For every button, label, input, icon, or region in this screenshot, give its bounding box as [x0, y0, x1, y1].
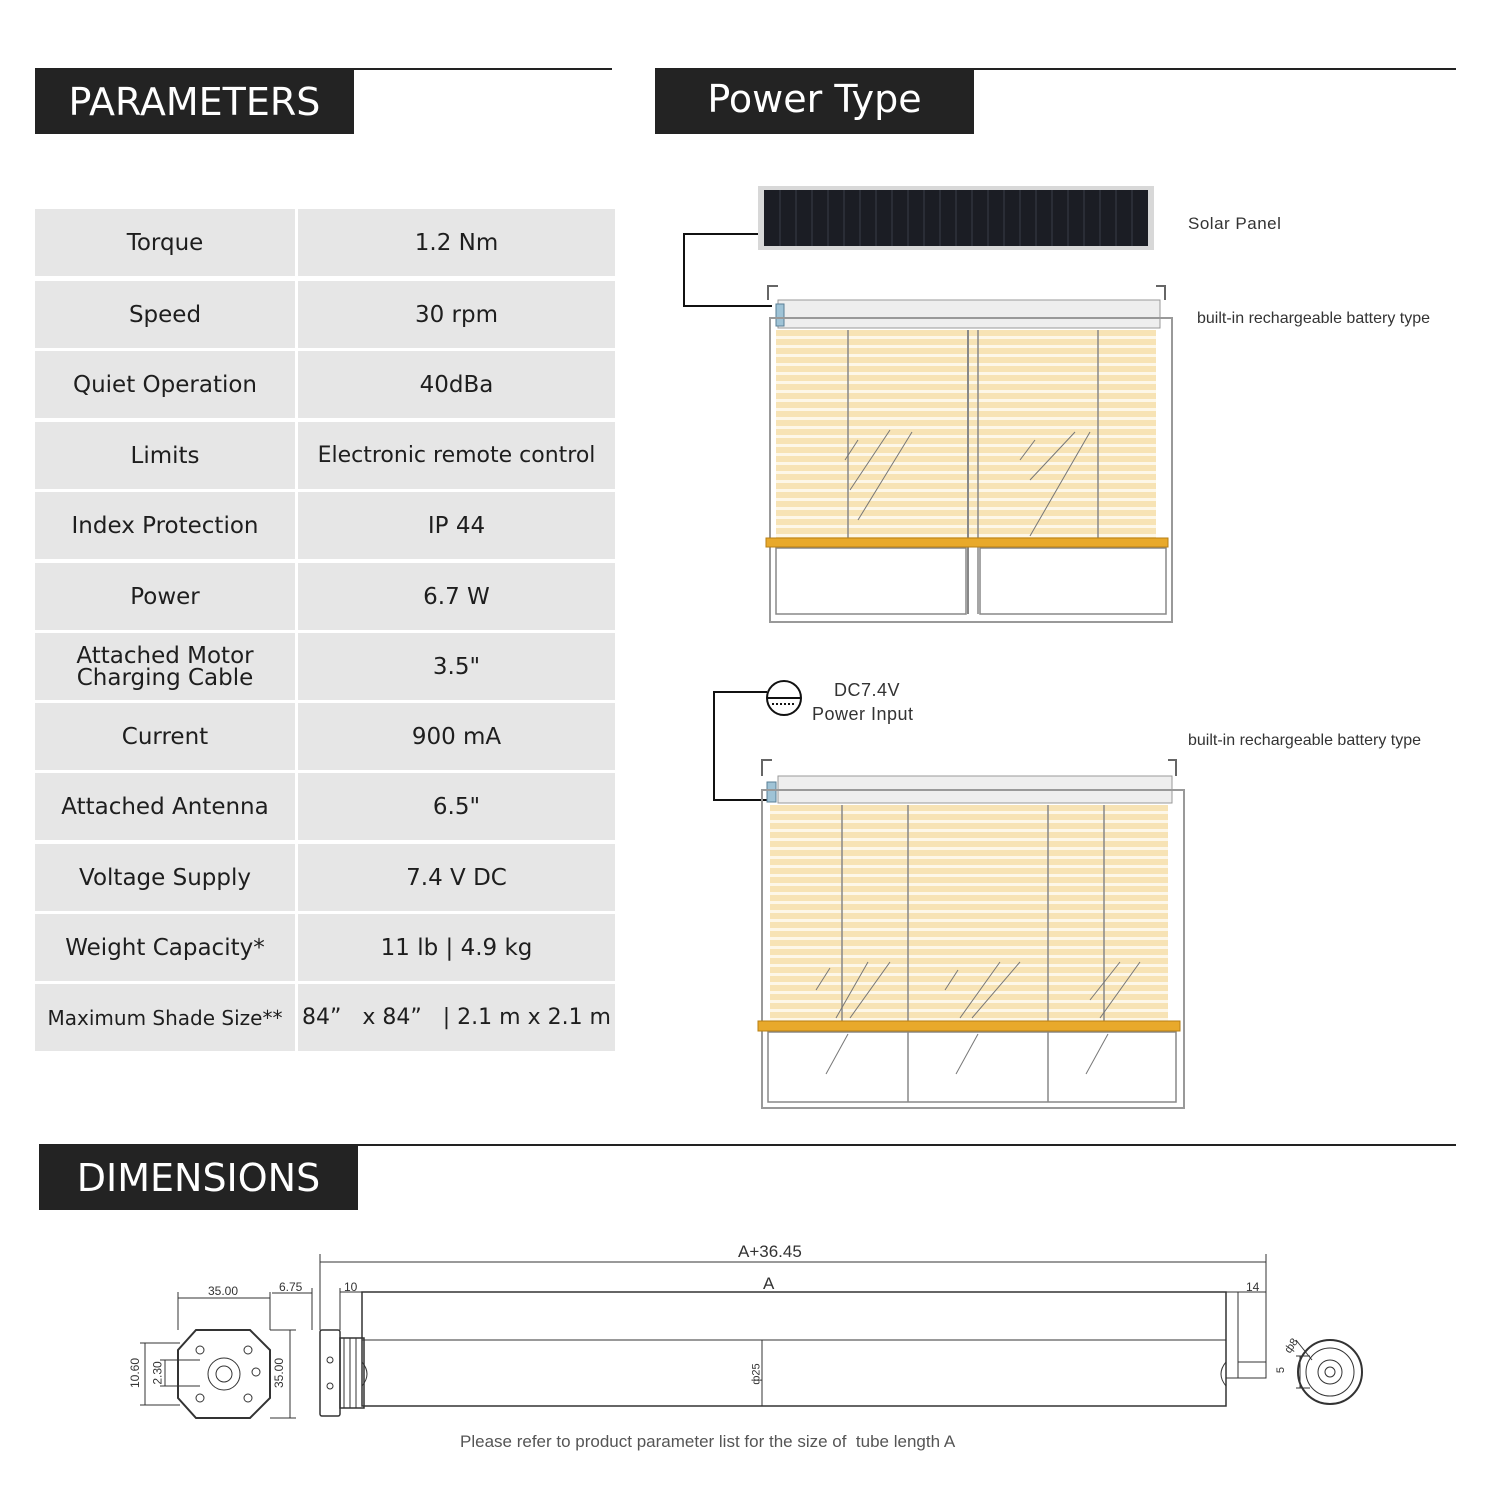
param-label: Torque — [35, 209, 295, 276]
param-value: 84” x 84” | 2.1 m x 2.1 m — [298, 984, 615, 1051]
dimensions-title: DIMENSIONS — [39, 1145, 358, 1210]
dim-1060: 10.60 — [128, 1357, 143, 1389]
power-input-icon — [767, 681, 801, 715]
dim-overall-length: A+36.45 — [738, 1242, 802, 1261]
param-value: Electronic remote control — [298, 422, 615, 489]
blind-window-1 — [766, 286, 1172, 622]
battery-label-2: built-in rechargeable battery type — [1188, 732, 1422, 749]
param-value: 7.4 V DC — [298, 844, 615, 911]
param-value: 6.5" — [298, 773, 615, 840]
dim-35-top: 35.00 — [208, 1284, 239, 1298]
param-label: Index Protection — [35, 492, 295, 559]
blind-window-2 — [758, 760, 1184, 1108]
dim-5: 5 — [1275, 1366, 1288, 1374]
solar-panel-icon — [758, 186, 1154, 250]
param-label: Maximum Shade Size** — [35, 984, 295, 1051]
dim-phi25: ф25 — [750, 1363, 763, 1385]
dim-phi8: ф8 — [1282, 1336, 1301, 1356]
param-value: 30 rpm — [298, 281, 615, 348]
dim-10: 10 — [344, 1280, 358, 1294]
solar-panel-label: Solar Panel — [1188, 214, 1282, 233]
param-value: IP 44 — [298, 492, 615, 559]
param-value: 900 mA — [298, 703, 615, 770]
param-label: Attached Motor Charging Cable — [35, 633, 295, 700]
dim-230: 2.30 — [150, 1361, 165, 1385]
param-label: Limits — [35, 422, 295, 489]
param-label: Power — [35, 563, 295, 630]
param-label: Current — [35, 703, 295, 770]
param-value: 6.7 W — [298, 563, 615, 630]
motor-side-view — [320, 1254, 1362, 1416]
power-type-title: Power Type — [655, 69, 974, 134]
dim-14: 14 — [1246, 1280, 1260, 1294]
param-value: 11 lb | 4.9 kg — [298, 914, 615, 981]
param-label: Speed — [35, 281, 295, 348]
parameters-title: PARAMETERS — [35, 69, 354, 134]
param-label: Quiet Operation — [35, 351, 295, 418]
dc-cable — [714, 692, 772, 800]
param-label: Voltage Supply — [35, 844, 295, 911]
dc-label-line1: DC7.4V — [834, 680, 901, 700]
tube-length-note: Please refer to product parameter list for the size of tube length A — [460, 1432, 956, 1451]
dc-label-line2: Power Input — [812, 704, 914, 724]
param-label: Attached Antenna — [35, 773, 295, 840]
param-label: Weight Capacity* — [35, 914, 295, 981]
dim-tube-length: A — [763, 1274, 775, 1293]
dim-675: 6.75 — [279, 1280, 303, 1294]
param-value: 40dBa — [298, 351, 615, 418]
battery-label-1: built-in rechargeable battery type — [1197, 310, 1431, 327]
param-value: 3.5" — [298, 633, 615, 700]
motor-end-view — [140, 1288, 312, 1418]
dim-35-side: 35.00 — [272, 1357, 287, 1389]
param-value: 1.2 Nm — [298, 209, 615, 276]
